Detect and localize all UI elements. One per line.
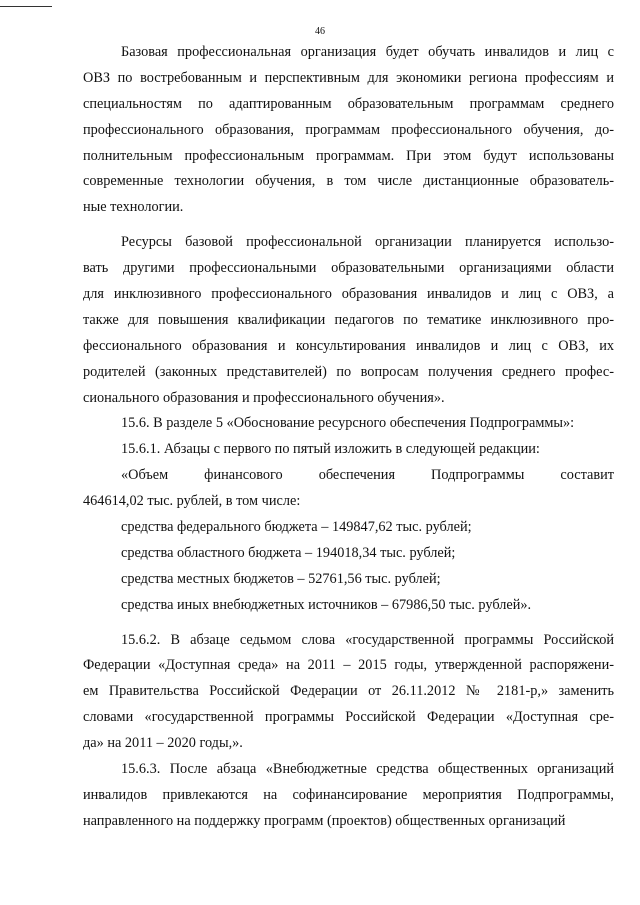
document-body	[83, 40, 614, 835]
text-line: 15.6.2. В абзаце седьмом слова «государственной программы Российской	[121, 631, 614, 648]
text-line: ОВЗ по востребованным и перспективным для экономики региона профессиям и	[83, 69, 614, 86]
text-line: средства федерального бюджета – 149847,62 тыс. рублей;	[121, 519, 472, 536]
page-number: 46	[315, 26, 325, 37]
paragraph-gap	[83, 221, 614, 230]
paragraph	[83, 411, 614, 437]
paragraph-gap	[83, 619, 614, 628]
text-line: фессионального образования и консультирования инвалидов и лиц с ОВЗ, их	[83, 337, 614, 354]
text-line: 15.6. В разделе 5 «Обоснование ресурсного обеспечения Подпрограммы»:	[121, 415, 575, 432]
paragraph	[83, 757, 614, 835]
paragraph	[83, 541, 614, 567]
text-line: «Объем финансового обеспечения Подпрограммы составит	[121, 467, 614, 484]
paragraph	[83, 567, 614, 593]
text-line: средства областного бюджета – 194018,34 тыс. рублей;	[121, 544, 456, 561]
text-line: полнительным профессиональным программам. При этом будут использованы	[83, 147, 614, 164]
text-line: родителей (законных представителей) по вопросам получения среднего профес-	[83, 363, 614, 380]
text-line: 15.6.1. Абзацы с первого по пятый изложить в следующей редакции:	[121, 441, 540, 458]
paragraph	[83, 463, 614, 515]
paragraph	[83, 230, 614, 411]
corner-rule	[0, 6, 52, 7]
paragraph	[83, 593, 614, 619]
paragraph	[83, 40, 614, 221]
paragraph	[83, 515, 614, 541]
paragraph	[83, 437, 614, 463]
paragraph	[83, 628, 614, 757]
text-line: современные технологии обучения, в том числе дистанционные образователь-	[83, 173, 614, 190]
text-line: направленного на поддержку программ (проектов) общественных организаций	[83, 812, 566, 829]
text-line: ные технологии.	[83, 199, 184, 216]
text-line: Ресурсы базовой профессиональной организации планируется использо-	[121, 234, 614, 251]
text-line: профессионального образования, программам профессионального обучения, до-	[83, 121, 614, 138]
text-line: вать другими профессиональными образовательными организациями области	[83, 260, 614, 277]
text-line: средства иных внебюджетных источников – 67986,50 тыс. рублей».	[121, 596, 532, 613]
text-line: сионального образования и профессионального обучения».	[83, 389, 445, 406]
text-line: также для повышения квалификации педагогов по тематике инклюзивного про-	[83, 311, 614, 328]
text-line: 15.6.3. После абзаца «Внебюджетные средства общественных организаций	[121, 761, 614, 778]
text-line: 464614,02 тыс. рублей, в том числе:	[83, 493, 301, 510]
text-line: словами «государственной программы Российской Федерации «Доступная сре-	[83, 709, 614, 726]
text-line: инвалидов привлекаются на софинансирование мероприятия Подпрограммы,	[83, 786, 614, 803]
text-line: для инклюзивного профессионального образования инвалидов и лиц с ОВЗ, а	[83, 286, 614, 303]
text-line: Федерации «Доступная среда» на 2011 – 2015 годы, утвержденной распоряжени-	[83, 657, 614, 674]
text-line: Базовая профессиональная организация будет обучать инвалидов и лиц с	[121, 44, 614, 60]
text-line: средства местных бюджетов – 52761,56 тыс. рублей;	[121, 570, 441, 587]
text-line: да» на 2011 – 2020 годы,».	[83, 735, 243, 752]
text-line: специальностям по адаптированным образовательным программам среднего	[83, 95, 614, 112]
text-line: ем Правительства Российской Федерации от 26.11.2012 № 2181-р,» заменить	[83, 683, 614, 700]
